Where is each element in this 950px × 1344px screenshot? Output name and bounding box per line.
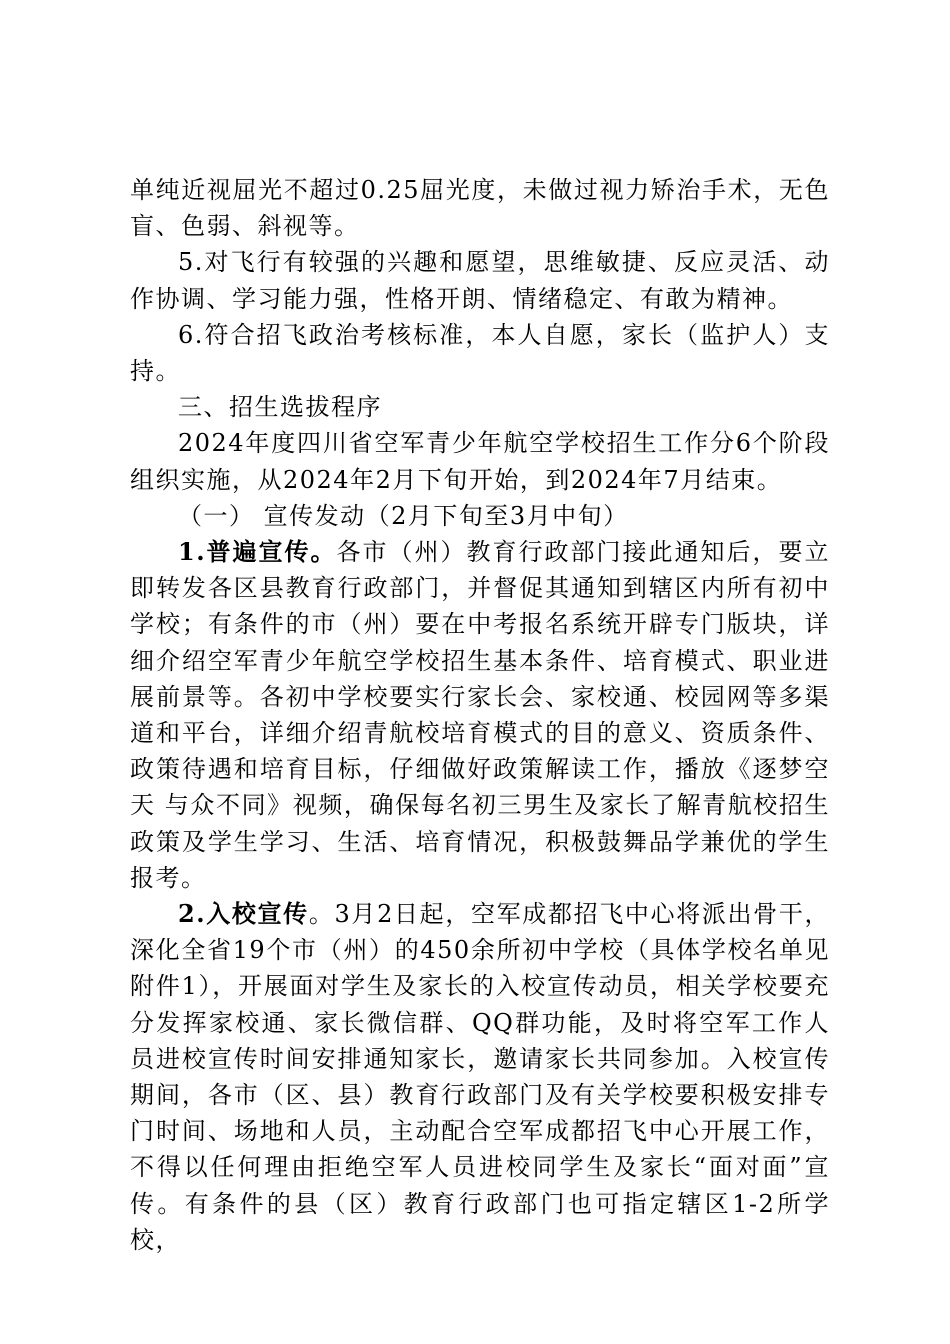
paragraph-general-publicity-lead: 1.普遍宣传。 <box>178 537 337 567</box>
paragraph-school-publicity-body: 。3月2日起，空军成都招飞中心将派出骨干，深化全省19个市（州）的450余所初中学校（具体学校名单见附件1），开展面对学生及家长的入校宣传动员，相关学校要充分发挥家校通、家长微信群、QQ群功能，及时将空军工作人员进校宣传时间安排通知家长，邀请家长共同参加。入校宣传期间，各市（区、县）教育行政部门及有关学校要积极安排专门时间、场地和人员，主动配合空军成都招飞中心开展工作，不得以任何理由拒绝空军人员进校同学生及家长“面对面”宣传。有条件的县（区）教育行政部门也可指定辖区1-2所学校， <box>130 900 830 1254</box>
paragraph-requirement-6: 6.符合招飞政治考核标准，本人自愿，家长（监护人）支持。 <box>130 320 830 386</box>
paragraph-schedule-overview: 2024年度四川省空军青少年航空学校招生工作分6个阶段组织实施，从2024年2月下旬开始，到2024年7月结束。 <box>130 429 830 494</box>
paragraph-general-publicity <box>130 534 830 896</box>
document-body <box>130 172 830 1258</box>
paragraph-vision-requirement: 单纯近视屈光不超过0.25屈光度，未做过视力矫治手术，无色盲、色弱、斜视等。 <box>130 176 830 241</box>
paragraph-requirement-5: 5.对飞行有较强的兴趣和愿望，思维敏捷、反应灵活、动作协调、学习能力强，性格开朗、情绪稳定、有敢为精神。 <box>130 248 830 313</box>
paragraph-general-publicity-body: 各市（州）教育行政部门接此通知后，要立即转发各区县教育行政部门，并督促其通知到辖区内所有初中学校；有条件的市（州）要在中考报名系统开辟专门版块，详细介绍空军青少年航空学校招生基本条件、培育模式、职业进展前景等。各初中学校要实行家长会、家校通、校园网等多渠道和平台，详细介绍青航校培育模式的目的意义、资质条件、政策待遇和培育目标，仔细做好政策解读工作，播放《逐梦空天 与众不同》视频，确保每名初三男生及家长了解青航校招生政策及学生学习、生活、培育情况，积极鼓舞品学兼优的学生报考。 <box>130 538 830 892</box>
paragraph-school-publicity-lead: 2.入校宣传 <box>178 899 309 929</box>
subsection-heading: （一） 宣传发动（2月下旬至3月中旬） <box>178 501 629 530</box>
paragraph-school-publicity <box>130 896 830 1258</box>
section-heading: 三、招生选拔程序 <box>178 393 382 422</box>
